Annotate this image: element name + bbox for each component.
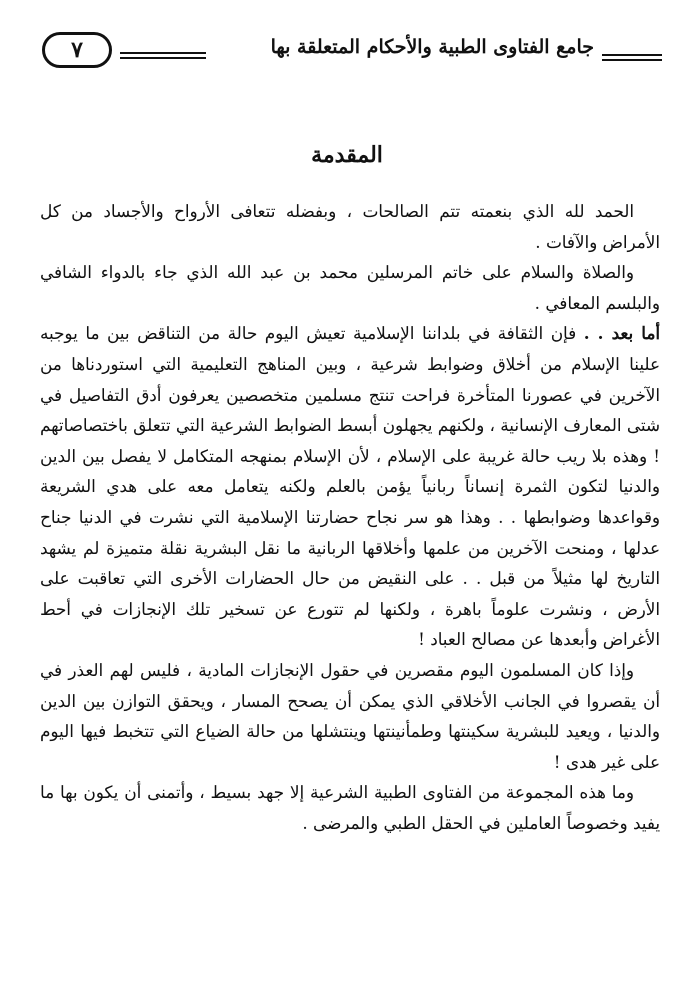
paragraph-salutation: والصلاة والسلام على خاتم المرسلين محمد بن عبد الله الذي جاء بالدواء الشافي والبلسم المعافي . (40, 262, 660, 313)
header-rule-left (120, 52, 206, 62)
running-header (36, 30, 662, 76)
paragraph-lead: أما بعد . . (583, 323, 660, 344)
book-title: جامع الفتاوى الطبية والأحكام المتعلقة بها (270, 36, 594, 58)
header-rule-right (602, 54, 662, 64)
paragraph-muslims: وإذا كان المسلمون اليوم مقصرين في حقول الإنجازات المادية ، فليس لهم العذر في أن يقصروا في الجانب الأخلاقي الذي يمكن أن يصحح المسار ، ويحقق التوازن بين الدين والدنيا ، ويعيد للبشرية سكينتها وطمأنينتها وينتشلها من حالة الضياع التي تتخبط فيها اليوم على غير هدى ! (40, 659, 660, 772)
paragraph-main-text: فإن الثقافة في بلداننا الإسلامية تعيش اليوم حالة من التناقض بين ما يوجبه علينا الإسلام من أخلاق وضوابط شرعية ، وبين المناهج التعليمية التي استوردناها من الآخرين في عصورنا المتأخرة فراحت تنتج مسلمين متخصصين يعرفون أدق التفاصيل في شتى المعارف الإنسانية ، ولكنهم يجهلون أبسط الضوابط الشرعية التي تتعلق باختصاصاتهم ! وهذه بلا ريب حالة غريبة على الإسلام ، لأن الإسلام بمنهجه المتكامل لا يفصل بين الدين والدنيا لتكون الثمرة إنساناً ربانياً يؤمن بالعلم ولكنه يتعامل معه على هدي الشريعة وقواعدها وضوابطها . . وهذا هو سر نجاح حضارتنا الإسلامية التي نشرت في الدنيا جناح عدلها ، ومنحت الآخرين من علمها وأخلاقها الربانية ما نقل البشرية نقلة متميزة لم يشهد التاريخ لها مثيلاً من قبل . . على النقيض من حال الحضارات الأخرى التي تعاقبت على الأرض ، ونشرت علوماً باهرة ، ولكنها لم تتورع عن تسخير تلك الإنجازات في أحط الأغراض وأبعدها عن مصالح العباد ! (40, 323, 660, 650)
paragraph-main (40, 318, 660, 655)
page-number: ٧ (42, 32, 112, 68)
paragraph-praise: الحمد لله الذي بنعمته تتم الصالحات ، وبفضله تتعافى الأرواح والأجساد من كل الأمراض والآفات . (40, 201, 660, 252)
section-title: المقدمة (311, 142, 383, 168)
paragraph-closing: وما هذه المجموعة من الفتاوى الطبية الشرعية إلا جهد بسيط ، وأتمنى أن يكون بها ما يفيد وخصوصاً العاملين في الحقل الطبي والمرضى . (40, 782, 660, 833)
document-body (40, 196, 660, 838)
